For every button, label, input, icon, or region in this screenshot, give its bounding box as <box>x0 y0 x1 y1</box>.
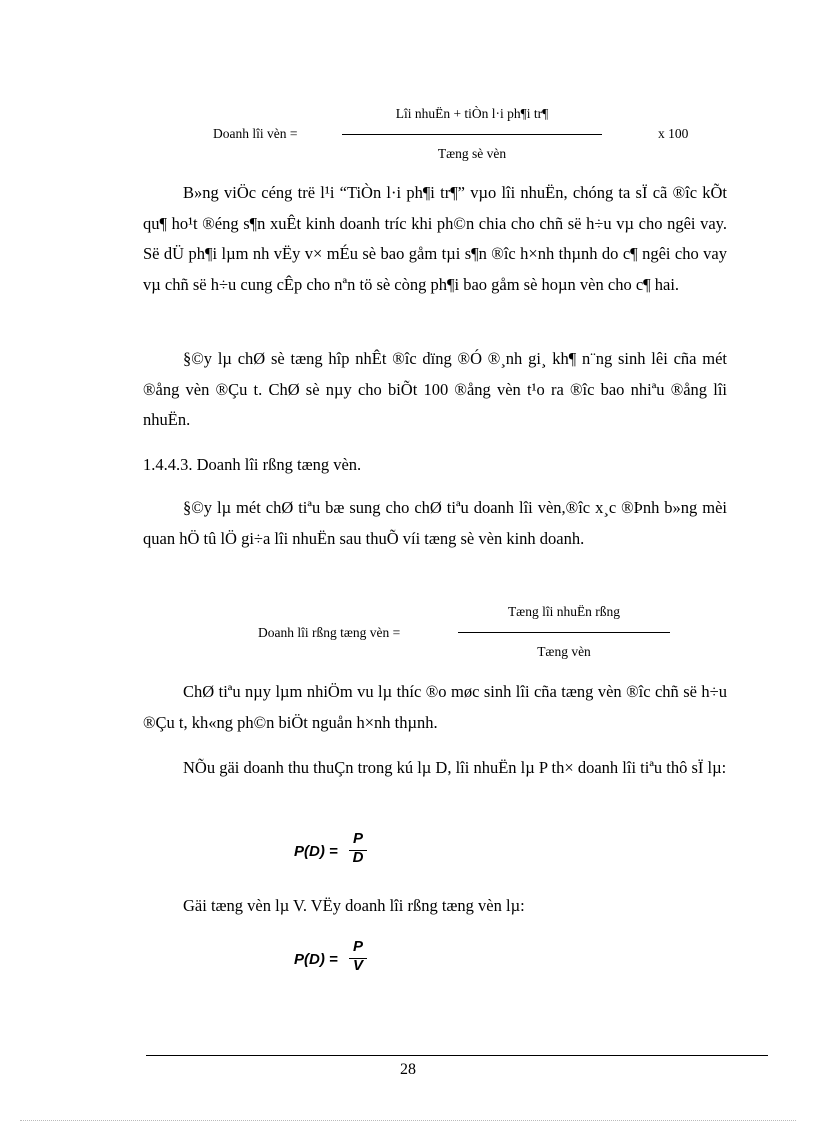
section-heading: 1.4.4.3. Doanh lîi rßng tæng vèn. <box>143 455 362 474</box>
math2-lhs: P(D) = <box>294 951 338 968</box>
formula1-denominator: Tæng sè vèn <box>437 146 507 161</box>
math2-numerator: P <box>352 938 363 955</box>
formula2-fraction-bar <box>458 632 670 633</box>
math1-denominator: D <box>352 849 364 866</box>
formula1-left: Doanh lîi vèn = <box>213 126 298 141</box>
formula1-numerator: Lîi nhuËn + tiÒn l·i ph¶i tr¶ <box>395 106 549 121</box>
formula1-fraction-bar <box>342 134 602 135</box>
paragraph-summary-indicator: §©y lµ chØ sè tæng hîp nhÊt ®îc dïng ®Ó ®¸nh gi¸ kh¶ n¨ng sinh lêi cña mét ®ång vèn ®Çu t. ChØ sè nµy cho biÕt 100 ®ång vèn t¹o ra ®îc bao nhiªu ®ång lîi nhuËn. <box>143 349 727 429</box>
formula2-left: Doanh lîi rßng tæng vèn = <box>258 625 401 640</box>
paragraph-capital-return-intro: Gäi tæng vèn lµ V. VËy doanh lîi rßng tæng vèn lµ: <box>183 896 525 915</box>
formula2-numerator: Tæng lîi nhuËn rßng <box>507 604 621 619</box>
formula2-denominator: Tæng vèn <box>537 644 591 659</box>
page-number: 28 <box>400 1061 416 1078</box>
math2-denominator: V <box>352 957 363 974</box>
paragraph-sales-return-intro: NÕu gäi doanh thu thuÇn trong kú lµ D, lîi nhuËn lµ P th× doanh lîi tiªu thô sÏ lµ: <box>183 758 727 777</box>
math1-numerator: P <box>352 830 363 847</box>
paragraph-indicator-role: ChØ tiªu nµy lµm nhiÖm vu lµ thíc ®o møc sinh lîi cña tæng vèn ®îc chñ së h÷u ®Çu t, kh«ng ph©n biÖt nguån h×nh thµnh. <box>143 682 727 732</box>
math1-lhs: P(D) = <box>294 843 338 860</box>
footer-rule <box>146 1055 768 1056</box>
page-bottom-dotted-line <box>20 1120 796 1121</box>
formula1-multiplier: x 100 <box>658 126 689 141</box>
paragraph-net-return-definition: §©y lµ mét chØ tiªu bæ sung cho chØ tiªu doanh lîi vèn,®îc x¸c ®Þnh b»ng mèi quan hÖ tû lÖ gi÷a lîi nhuËn sau thuÕ víi tæng sè vèn kinh doanh. <box>143 498 727 548</box>
paragraph-interest-explanation: B»ng viÖc céng trë l¹i “TiÒn l·i ph¶i tr¶” vµo lîi nhuËn, chóng ta sÏ cã ®îc kÕt qu¶ ho¹t ®éng s¶n xuÊt kinh doanh tríc khi ph©n chia cho chñ së h÷u vµ cho ngêi vay. Së dÜ ph¶i lµm nh vËy v× mÉu sè bao gåm tµi s¶n ®îc h×nh thµnh do c¶ ngêi cho vay vµ chñ së h÷u cung cÊp cho nªn tö sè còng ph¶i bao gåm sè hoµn vèn cho c¶ hai. <box>143 183 727 294</box>
